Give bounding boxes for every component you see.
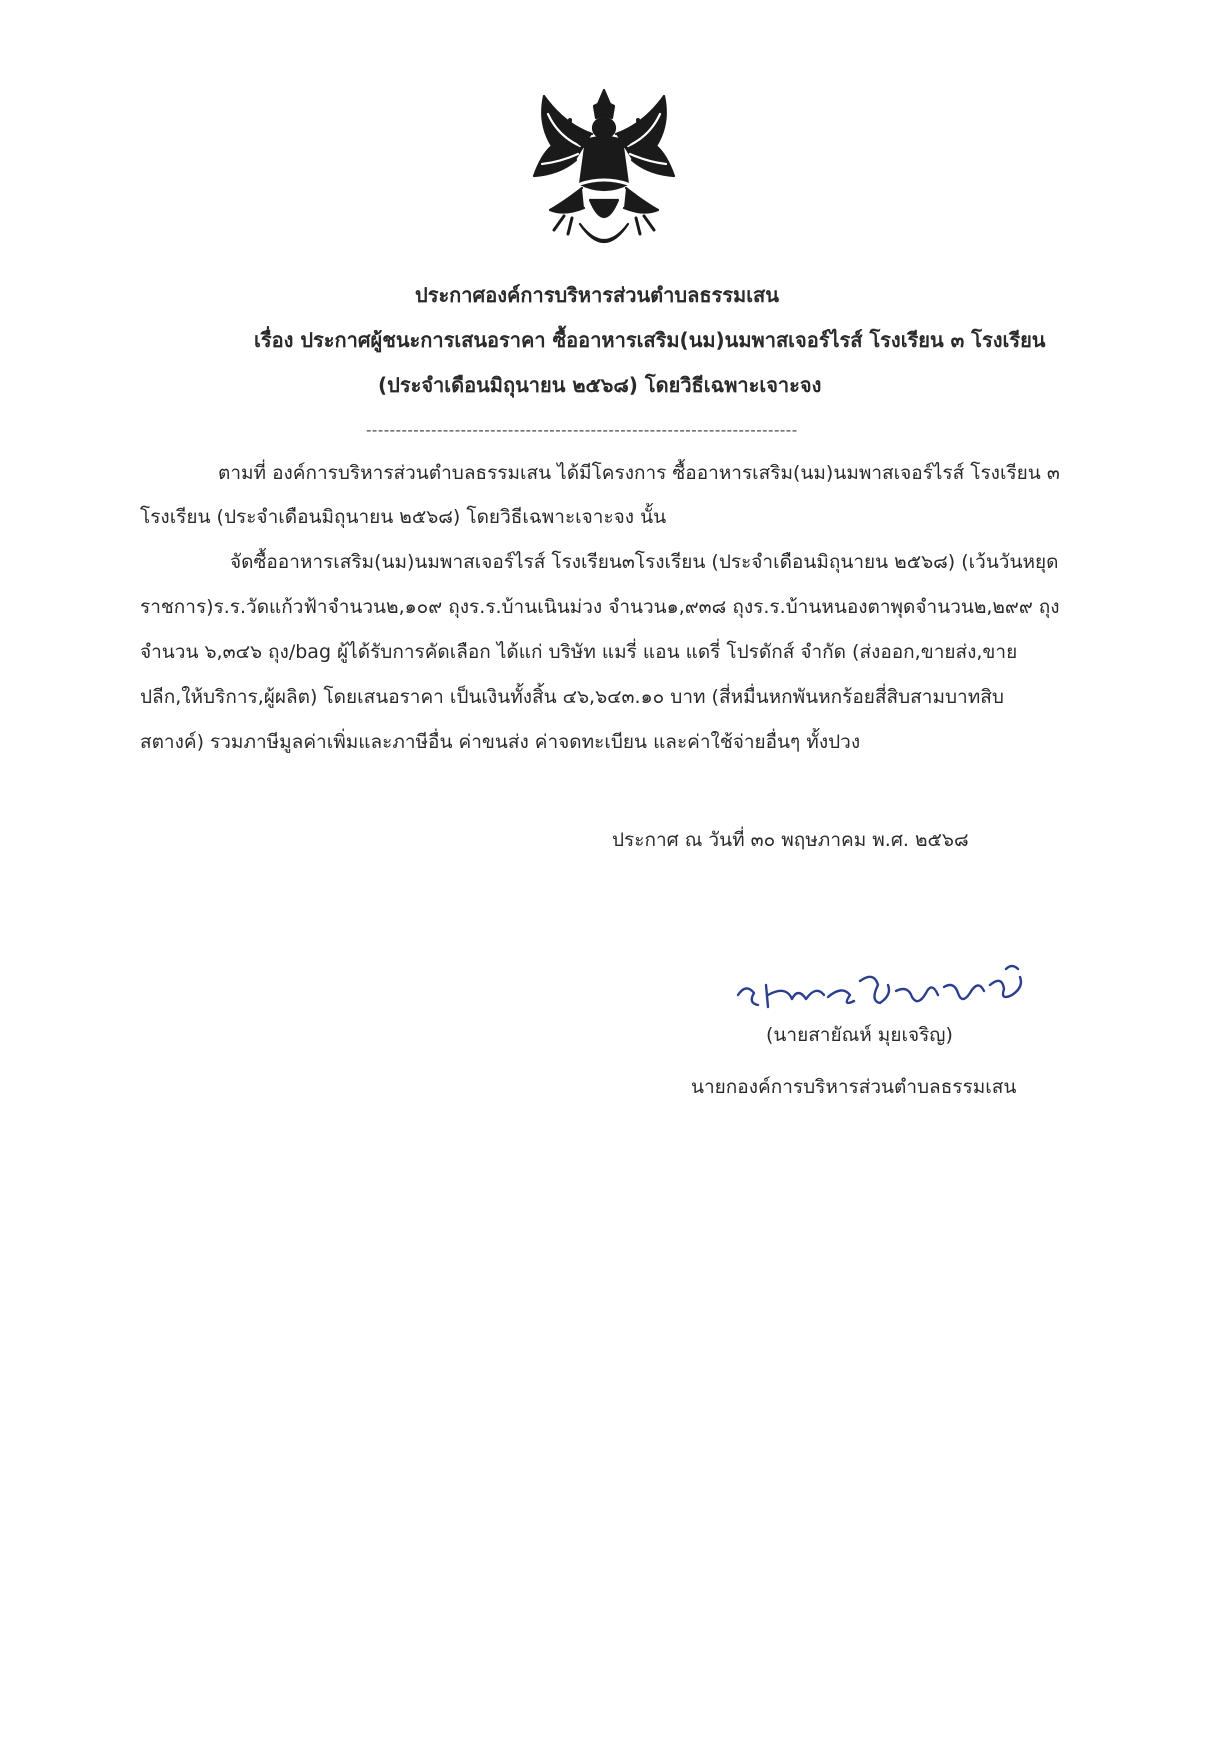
signatory-name: (นายสายัณห์ มุยเจริญ) bbox=[766, 1024, 953, 1046]
garuda-emblem bbox=[524, 84, 684, 264]
para2-line3: จำนวน ๖,๓๔๖ ถุง/bag ผู้ได้รับการคัดเลือก ได้แก่ บริษัท แมรี่ แอน แดรี่ โปรดักส์ จำกัด (ส่งออก,ขายส่ง,ขาย bbox=[140, 641, 1018, 663]
document-title: ประกาศองค์การบริหารส่วนตำบลธรรมเสน bbox=[415, 283, 779, 307]
para2-line2: ราชการ)ร.ร.วัดแก้วฟ้าจำนวน๒,๑๐๙ ถุงร.ร.บ้านเนินม่วง จำนวน๑,๙๓๘ ถุงร.ร.บ้านหนองตาพุดจำนวน๒,๒๙๙ ถุง bbox=[140, 596, 1060, 618]
signatory-position: นายกองค์การบริหารส่วนตำบลธรรมเสน bbox=[691, 1076, 1017, 1098]
announcement-date: ประกาศ ณ วันที่ ๓๐ พฤษภาคม พ.ศ. ๒๕๖๘ bbox=[612, 829, 969, 851]
divider-line: ------------------------------------------------------------------------- bbox=[366, 421, 798, 439]
subject-line-2: (ประจำเดือนมิถุนายน ๒๕๖๘) โดยวิธีเฉพาะเจาะจง bbox=[378, 373, 822, 397]
para1-line2: โรงเรียน (ประจำเดือนมิถุนายน ๒๕๖๘) โดยวิธีเฉพาะเจาะจง นั้น bbox=[140, 506, 667, 528]
para2-line4: ปลีก,ให้บริการ,ผู้ผลิต) โดยเสนอราคา เป็นเงินทั้งสิ้น ๔๖,๖๔๓.๑๐ บาท (สี่หมื่นหกพันหกร้อยสี่สิบสามบาทสิบ bbox=[140, 686, 1004, 708]
para2-line5: สตางค์) รวมภาษีมูลค่าเพิ่มและภาษีอื่น ค่าขนส่ง ค่าจดทะเบียน และค่าใช้จ่ายอื่นๆ ทั้งปวง bbox=[140, 731, 861, 753]
signature-handwriting bbox=[732, 955, 1032, 1025]
para2-line1: จัดซื้ออาหารเสริม(นม)นมพาสเจอร์ไรส์ โรงเรียน๓โรงเรียน (ประจำเดือนมิถุนายน ๒๕๖๘) (เว้นวันหยุด bbox=[230, 551, 1059, 573]
subject-line-1: เรื่อง ประกาศผู้ชนะการเสนอราคา ซื้ออาหารเสริม(นม)นมพาสเจอร์ไรส์ โรงเรียน ๓ โรงเรียน bbox=[254, 328, 1046, 352]
para1-line1: ตามที่ องค์การบริหารส่วนตำบลธรรมเสน ได้มีโครงการ ซื้ออาหารเสริม(นม)นมพาสเจอร์ไรส์ โรงเรียน ๓ bbox=[218, 462, 1060, 484]
